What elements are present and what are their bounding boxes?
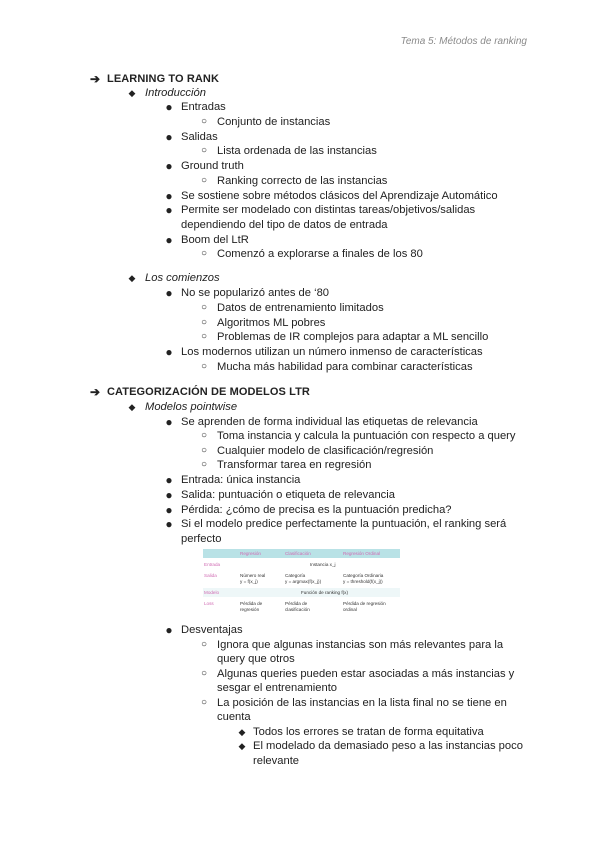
circle-bullet-icon: ○ [200,331,208,342]
list-item: Algunas queries pueden estar asociadas a más instancias y [217,668,515,680]
list-item: La posición de las instancias en la lista final no se tiene en [217,697,507,709]
diamond-icon: ◆ [238,741,246,751]
circle-bullet-icon: ○ [200,317,208,328]
bullet-icon: ● [165,488,173,502]
list-item-continuation: dependiendo del tipo de datos de entrada [181,219,388,231]
list-item-continuation: cuenta [217,711,251,723]
table-cell: Pérdida de [285,601,308,606]
circle-bullet-icon: ○ [200,145,208,156]
table-cell: Pérdida de [240,601,263,606]
diamond-icon: ◆ [128,402,136,412]
bullet-icon: ● [165,159,173,173]
list-item: Salida: puntuación o etiqueta de relevancia [181,489,395,501]
table-header-cell: Regresión [240,551,261,556]
bullet-icon: ● [165,233,173,247]
circle-bullet-icon: ○ [200,445,208,456]
list-item: Ignora que algunas instancias son más relevantes para la [217,639,504,651]
table-cell: y = f(x_j) [240,579,258,584]
list-item: Permite ser modelado con distintas tareas/objetivos/salidas [181,204,476,216]
bullet-icon: ● [165,130,173,144]
section-title: CATEGORIZACIÓN DE MODELOS LTR [107,386,310,398]
table-header-cell: Clasificación [285,551,311,556]
list-item: Boom del LtR [181,234,249,246]
circle-bullet-icon: ○ [200,116,208,127]
table-cell: y = threshold(f(x_j)) [343,579,383,584]
table-cell: Categoría Ordinaria [343,573,384,578]
circle-bullet-icon: ○ [200,175,208,186]
list-item: Entradas [181,101,226,113]
table-header-cell: Regresión Ordinal [343,551,381,556]
bullet-icon: ● [165,100,173,114]
list-item: Desventajas [181,624,243,636]
list-item: Toma instancia y calcula la puntuación con respecto a query [217,430,516,442]
circle-bullet-icon: ○ [200,248,208,259]
section-title: LEARNING TO RANK [107,73,220,85]
bullet-icon: ● [165,415,173,429]
list-item: Todos los errores se tratan de forma equitativa [253,726,484,738]
table-cell: ordinal [343,607,357,612]
list-item-continuation: query que otros [217,653,295,665]
circle-bullet-icon: ○ [200,639,208,650]
list-item: El modelado da demasiado peso a las instancias poco [253,740,523,752]
table-row-label: Salida [204,573,217,578]
circle-bullet-icon: ○ [200,302,208,313]
diamond-icon: ◆ [238,727,246,737]
table-cell: Pérdida de regresión [343,601,386,606]
subsection-title: Los comienzos [145,272,220,284]
comparison-table [203,549,400,617]
table-cell: clasificación [285,607,310,612]
page-header: Tema 5: Métodos de ranking [400,36,527,47]
list-item: Transformar tarea en regresión [217,459,372,471]
list-item: Entrada: única instancia [181,474,301,486]
list-item: Salidas [181,131,218,143]
list-item-continuation: sesgar el entrenamiento [217,682,338,694]
list-item-continuation: relevante [253,755,300,767]
diamond-icon: ◆ [128,88,136,98]
arrow-icon: ➔ [89,385,101,399]
list-item: Ground truth [181,160,244,172]
table-row-label: Loss [204,601,214,606]
arrow-icon: ➔ [89,72,101,86]
circle-bullet-icon: ○ [200,430,208,441]
bullet-icon: ● [165,286,173,300]
list-item: Comenzó a explorarse a finales de los 80 [217,248,423,260]
subsection-title: Introducción [145,87,206,99]
subsection-title: Modelos pointwise [145,401,238,413]
table-cell: regresión [240,607,260,612]
list-item: Lista ordenada de las instancias [217,145,377,157]
list-item: Problemas de IR complejos para adaptar a ML sencillo [217,331,489,343]
list-item: Mucha más habilidad para combinar características [217,361,473,373]
circle-bullet-icon: ○ [200,361,208,372]
table-cell: Instancia x_j [310,562,336,567]
list-item: Datos de entrenamiento limitados [217,302,384,314]
list-item: Pérdida: ¿cómo de precisa es la puntuación predicha? [181,504,452,516]
table-row-label: Entrada [204,562,221,567]
circle-bullet-icon: ○ [200,668,208,679]
list-item-continuation: perfecto [181,533,222,545]
circle-bullet-icon: ○ [200,697,208,708]
list-item: Cualquier modelo de clasificación/regresión [217,445,434,457]
table-row-label: Modelo [204,590,220,595]
bullet-icon: ● [165,345,173,359]
table-cell: Categoría [285,573,306,578]
list-item: No se popularizó antes de ‘80 [181,287,330,299]
list-item: Ranking correcto de las instancias [217,175,388,187]
circle-bullet-icon: ○ [200,459,208,470]
list-item: Conjunto de instancias [217,116,331,128]
bullet-icon: ● [165,503,173,517]
bullet-icon: ● [165,623,173,637]
bullet-icon: ● [165,203,173,217]
table-cell: Número real [240,573,266,578]
list-item: Si el modelo predice perfectamente la puntuación, el ranking será [181,518,507,530]
list-item: Algoritmos ML pobres [217,317,326,329]
diamond-icon: ◆ [128,273,136,283]
table-cell: Función de ranking f(x) [301,590,348,595]
list-item: Se aprenden de forma individual las etiquetas de relevancia [181,416,478,428]
bullet-icon: ● [165,473,173,487]
table-cell: y = argmax(f(x_j)) [285,579,322,584]
bullet-icon: ● [165,189,173,203]
list-item: Los modernos utilizan un número inmenso de características [181,346,483,358]
bullet-icon: ● [165,517,173,531]
list-item: Se sostiene sobre métodos clásicos del Aprendizaje Automático [181,190,498,202]
